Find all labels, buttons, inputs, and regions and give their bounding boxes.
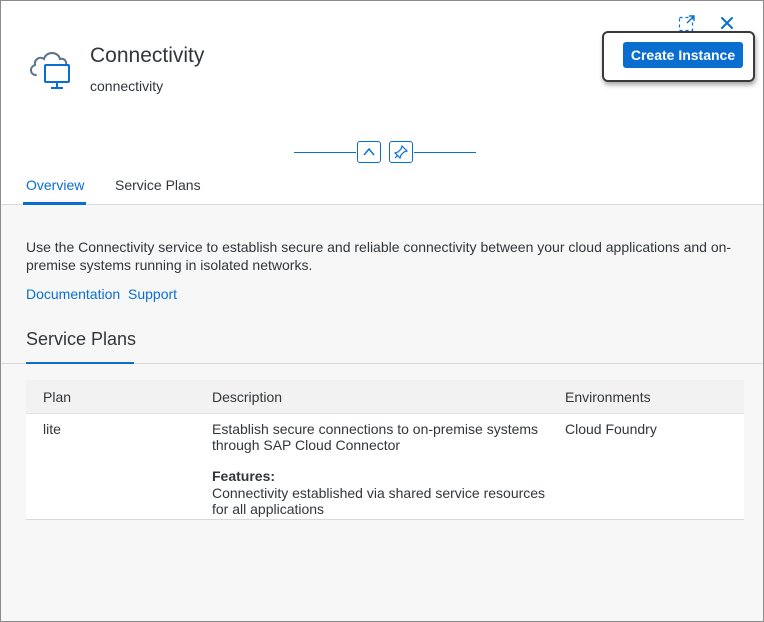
service-plans-table <box>26 380 744 520</box>
page-title: Connectivity <box>90 44 205 67</box>
cloud-monitor-icon <box>27 45 73 91</box>
dialog-header <box>1 1 763 205</box>
cell-environments: Cloud Foundry <box>565 421 657 437</box>
header-divider-left <box>294 152 356 153</box>
close-icon[interactable] <box>717 13 737 33</box>
tab-service-plans[interactable]: Service Plans <box>115 177 201 193</box>
expand-icon[interactable] <box>677 13 697 33</box>
column-header-description: Description <box>212 389 283 405</box>
support-link[interactable]: Support <box>128 286 178 302</box>
pin-icon <box>394 145 408 159</box>
cell-features-line2: for all applications <box>212 501 325 517</box>
tab-active-indicator <box>23 202 86 205</box>
cell-features-label: Features: <box>212 468 276 484</box>
tab-overview[interactable]: Overview <box>26 177 85 193</box>
section-title-service-plans: Service Plans <box>26 329 137 349</box>
cell-features-line1: Connectivity established via shared service resources <box>212 485 546 501</box>
documentation-link[interactable]: Documentation <box>26 286 121 302</box>
cell-plan: lite <box>43 421 61 437</box>
chevron-up-icon <box>362 145 376 159</box>
column-header-plan: Plan <box>43 389 72 405</box>
cell-description-line1: Establish secure connections to on-premise systems <box>212 421 539 437</box>
create-instance-button[interactable]: Create Instance <box>623 42 743 68</box>
column-header-environments: Environments <box>565 389 651 405</box>
service-description: Use the Connectivity service to establish secure and reliable connectivity between your cloud applications and on-premise systems running in isolated networks. <box>26 239 732 273</box>
pin-header-button[interactable] <box>389 141 413 163</box>
section-title-underline <box>26 362 134 364</box>
page-subtitle: connectivity <box>90 78 164 94</box>
table-header <box>26 380 744 414</box>
collapse-header-button[interactable] <box>357 141 381 163</box>
header-divider-right <box>414 152 476 153</box>
cell-description-line2: through SAP Cloud Connector <box>212 437 401 453</box>
